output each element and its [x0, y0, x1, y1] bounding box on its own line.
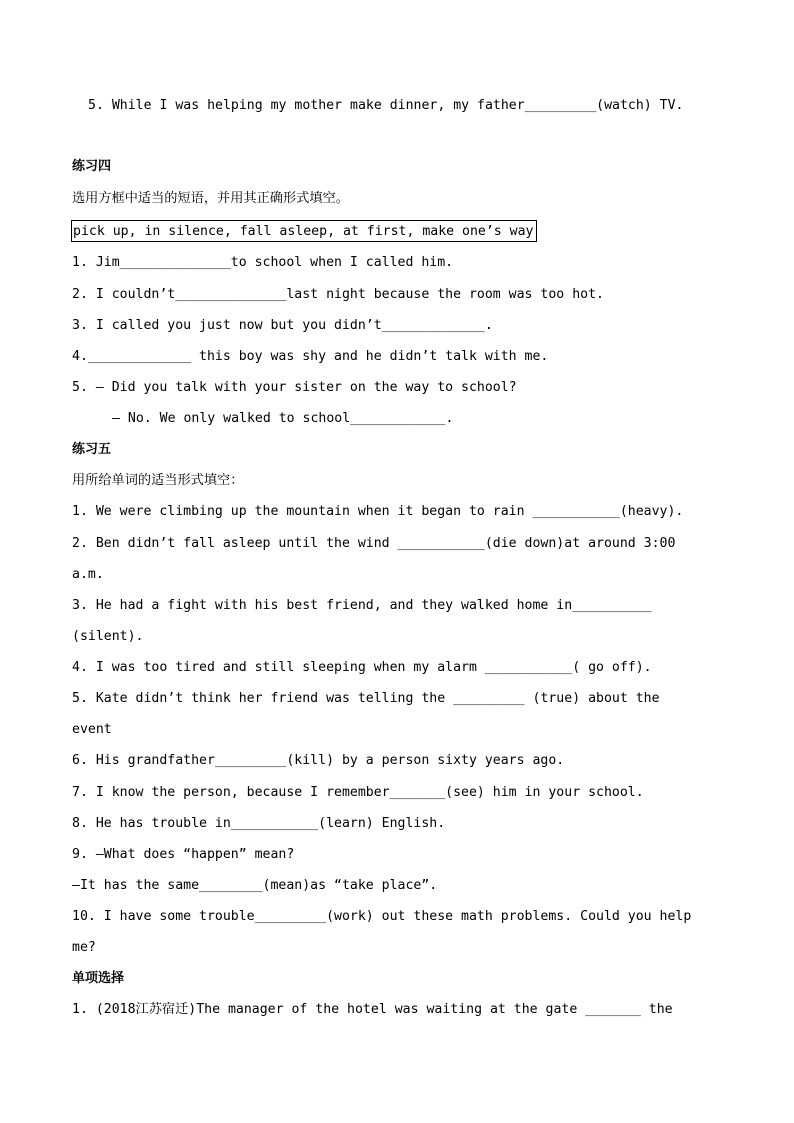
exercise-4-instruction: 选用方框中适当的短语，并用其正确形式填空。 — [72, 191, 349, 206]
exercise-4-item-5-question: 5. — Did you talk with your sister on the way to school? — [72, 380, 517, 395]
exercise-5-item-2: 2. Ben didn’t fall asleep until the wind ___________(die down)at around 3:00 — [72, 536, 676, 551]
multiple-choice-item-1: 1. (2018江苏宿迁)The manager of the hotel was waiting at the gate _______ the — [72, 1002, 673, 1017]
exercise-4-item-2: 2. I couldn’t______________last night because the room was too hot. — [72, 287, 604, 302]
exercise-3-item-5: 5. While I was helping my mother make dinner, my father_________(watch) TV. — [88, 98, 684, 113]
exercise-5-item-7: 7. I know the person, because I remember_______(see) him in your school. — [72, 785, 644, 800]
exercise-5-item-9-question: 9. —What does “happen” mean? — [72, 847, 295, 862]
exercise-4-item-4: 4._____________ this boy was shy and he didn’t talk with me. — [72, 349, 549, 364]
exercise-5-instruction: 用所给单词的适当形式填空： — [72, 473, 244, 488]
section-heading-exercise-4: 练习四 — [72, 159, 112, 174]
exercise-5-item-4: 4. I was too tired and still sleeping when my alarm ___________( go off). — [72, 660, 652, 675]
exercise-5-item-8: 8. He has trouble in___________(learn) English. — [72, 816, 446, 831]
exercise-5-item-5: 5. Kate didn’t think her friend was telling the _________ (true) about the — [72, 691, 660, 706]
exercise-5-item-10-cont: me? — [72, 940, 96, 955]
exercise-4-item-1: 1. Jim______________to school when I called him. — [72, 255, 454, 270]
exercise-5-item-3: 3. He had a fight with his best friend, and they walked home in__________ — [72, 598, 652, 613]
exercise-5-item-1: 1. We were climbing up the mountain when it began to rain ___________(heavy). — [72, 504, 684, 519]
exercise-5-item-6: 6. His grandfather_________(kill) by a person sixty years ago. — [72, 753, 565, 768]
section-heading-multiple-choice: 单项选择 — [72, 971, 125, 986]
exercise-5-item-3-cont: (silent). — [72, 629, 144, 644]
exercise-5-item-5-cont: event — [72, 722, 112, 737]
phrase-box: pick up, in silence, fall asleep, at first, make one’s way — [71, 220, 537, 242]
exercise-4-item-5-answer: — No. We only walked to school____________. — [112, 411, 454, 426]
section-heading-exercise-5: 练习五 — [72, 442, 112, 457]
exercise-4-item-3: 3. I called you just now but you didn’t_____________. — [72, 318, 493, 333]
exercise-5-item-10: 10. I have some trouble_________(work) out these math problems. Could you help — [72, 909, 692, 924]
exercise-5-item-9-answer: —It has the same________(mean)as “take place”. — [72, 878, 438, 893]
exercise-5-item-2-cont: a.m. — [72, 567, 104, 582]
